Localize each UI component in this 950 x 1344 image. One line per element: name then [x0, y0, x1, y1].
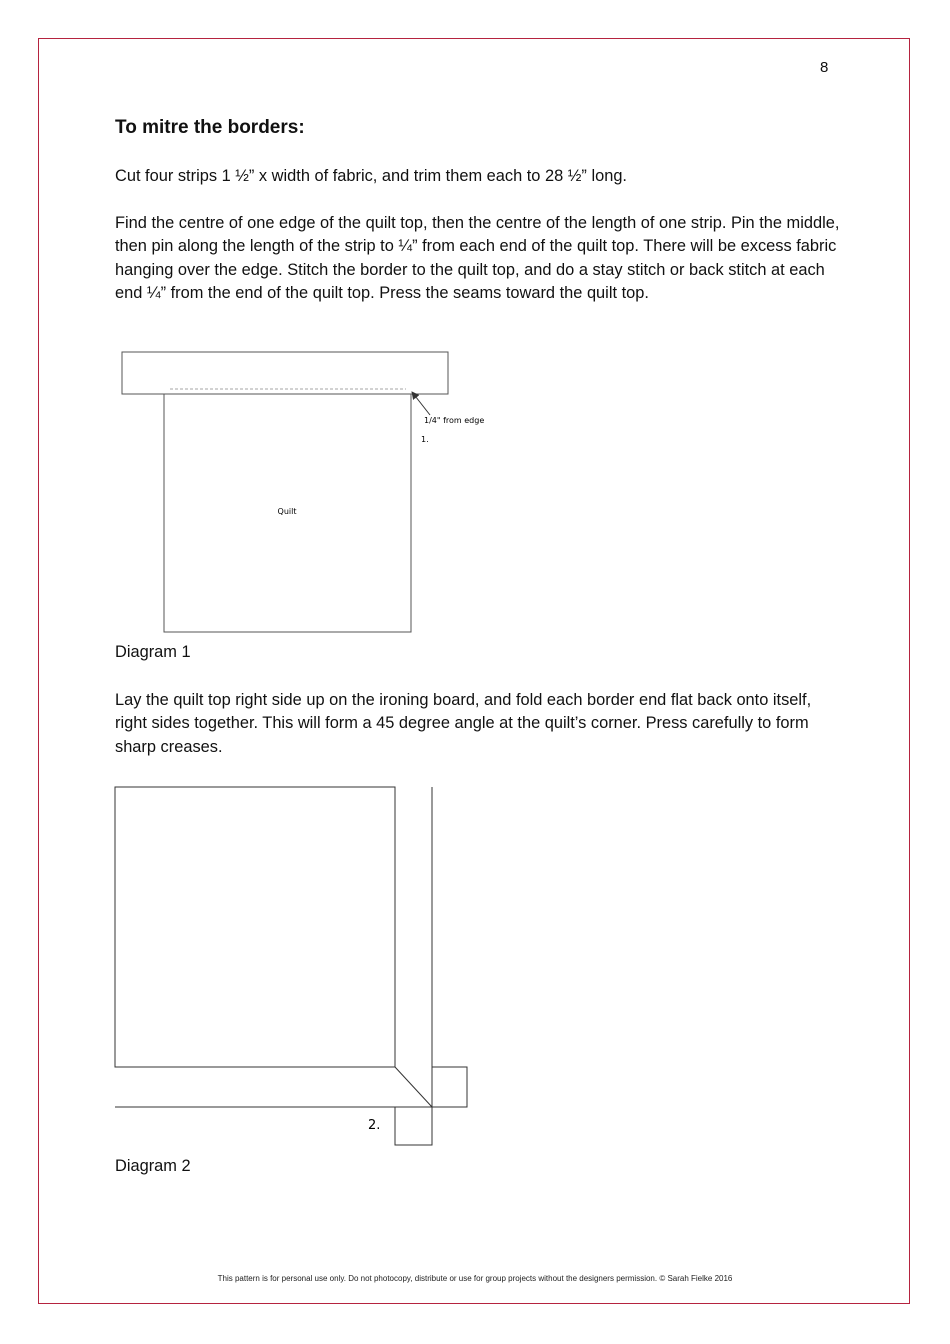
quilt-corner: [115, 787, 395, 1067]
folded-border-tab-bottom: [395, 1107, 432, 1145]
paragraph-fold-borders: Lay the quilt top right side up on the ironing board, and fold each border end flat back onto itself, right sides together. This will form a 45 degree angle at the quilt’s corner. Press carefully to form sharp creases.: [115, 691, 812, 756]
quilt-label: Quilt: [277, 507, 297, 516]
diagram-1-caption: Diagram 1: [115, 643, 191, 661]
diagram-2-caption: Diagram 2: [115, 1157, 191, 1175]
page-number: 8: [820, 59, 829, 76]
step-number-2: 2.: [368, 1118, 381, 1133]
mitre-fold-line: [395, 1067, 432, 1107]
copyright-footer: This pattern is for personal use only. Do not photocopy, distribute or use for group projects without the designers permission. © Sarah Fielke 2016: [217, 1274, 733, 1283]
quarter-inch-annotation: 1/4" from edge: [424, 416, 485, 425]
step-number-1: 1.: [421, 435, 429, 444]
paragraph-pin-and-stitch: Find the centre of one edge of the quilt top, then the centre of the length of one strip. Pin the middle, then pin along the length of the strip to ¼” from each end of the quilt top. There will be excess fabric hanging over the edge. Stitch the border to the quilt top, and do a stay stitch or back stitch at each end ¼” from the end of the quilt top. Press the seams toward the quilt top.: [115, 214, 840, 303]
section-heading: To mitre the borders:: [115, 117, 305, 138]
paragraph-cut-strips: Cut four strips 1 ½” x width of fabric, and trim them each to 28 ½” long.: [115, 167, 627, 185]
folded-border-tab-right: [432, 1067, 467, 1107]
